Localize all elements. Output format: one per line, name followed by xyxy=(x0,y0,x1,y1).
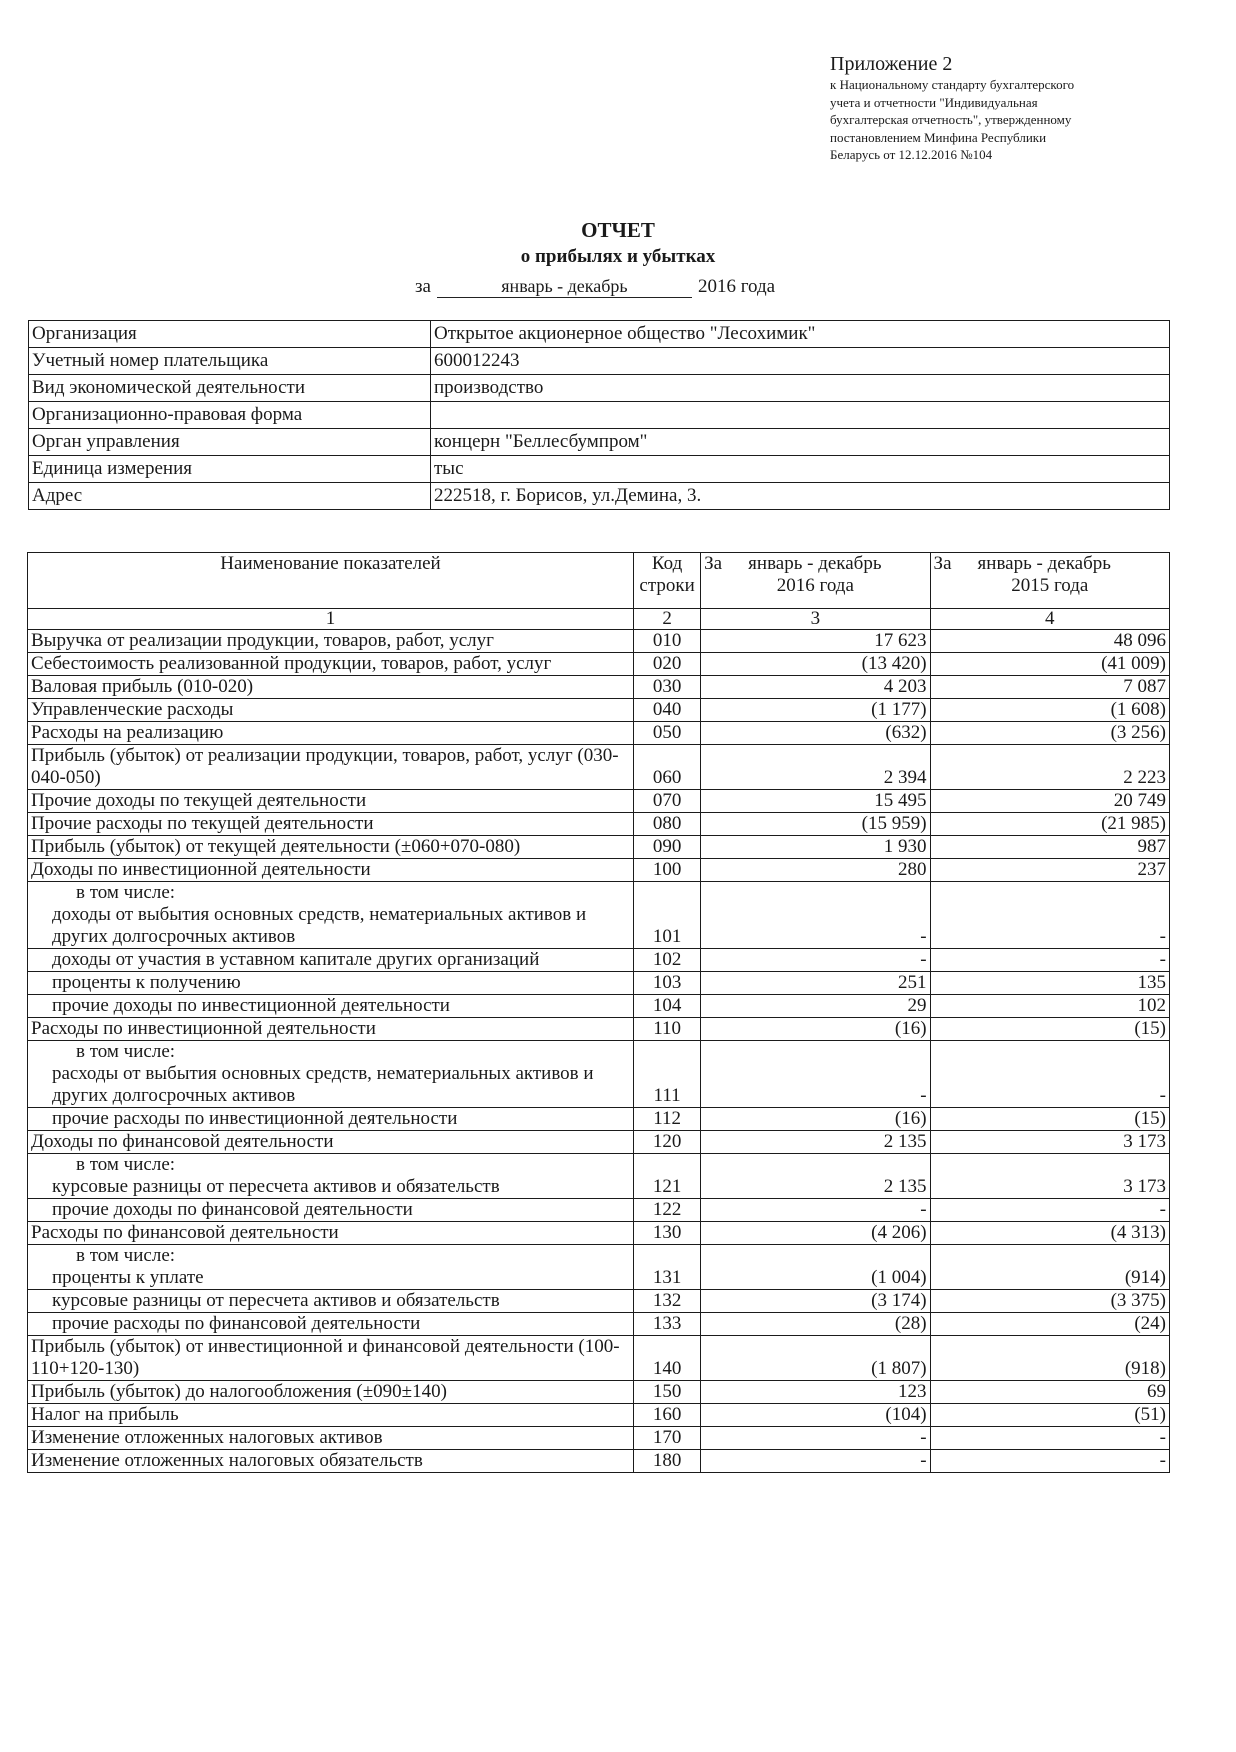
row-code: 130 xyxy=(634,1222,701,1245)
row-code: 132 xyxy=(634,1290,701,1313)
row-name xyxy=(28,745,634,790)
row-code: 050 xyxy=(634,722,701,745)
table-row xyxy=(28,745,1170,790)
row-value-2016: (104) xyxy=(701,1404,930,1427)
row-value-2016: - xyxy=(701,882,930,949)
header-2015-za: За xyxy=(933,553,952,574)
table-row xyxy=(28,859,1170,882)
row-code: 010 xyxy=(634,630,701,653)
header-code-line1: Код xyxy=(651,553,683,574)
table-row xyxy=(28,653,1170,676)
header-code xyxy=(634,553,701,609)
info-row xyxy=(29,456,1170,483)
row-code: 110 xyxy=(634,1018,701,1041)
row-value-2015: 987 xyxy=(930,836,1169,859)
row-name xyxy=(28,1018,634,1041)
row-value-2016: 29 xyxy=(701,995,930,1018)
table-row xyxy=(28,1199,1170,1222)
row-label: курсовые разницы от пересчета активов и обязательств xyxy=(52,1290,500,1311)
row-code: 160 xyxy=(634,1404,701,1427)
table-row xyxy=(28,1290,1170,1313)
row-value-2015: 237 xyxy=(930,859,1169,882)
row-value-2016: 251 xyxy=(701,972,930,995)
row-name xyxy=(28,1199,634,1222)
row-label: доходы от участия в уставном капитале других организаций xyxy=(52,949,540,970)
row-label: Прибыль (убыток) до налогообложения (±090±140) xyxy=(31,1381,447,1402)
row-value-2016: (16) xyxy=(701,1018,930,1041)
row-value-2016: (28) xyxy=(701,1313,930,1336)
table-row xyxy=(28,995,1170,1018)
row-code: 090 xyxy=(634,836,701,859)
row-code: 070 xyxy=(634,790,701,813)
table-row xyxy=(28,1154,1170,1199)
report-title: ОТЧЕТ xyxy=(581,218,655,242)
row-code: 122 xyxy=(634,1199,701,1222)
info-value: концерн "Беллесбумпром" xyxy=(431,429,1170,456)
period-year: 2016 года xyxy=(697,276,776,297)
info-row xyxy=(29,375,1170,402)
row-code: 101 xyxy=(634,882,701,949)
report-period xyxy=(415,276,775,298)
row-label: Расходы по финансовой деятельности xyxy=(31,1222,339,1243)
column-number: 3 xyxy=(701,609,930,630)
header-2016-year: 2016 года xyxy=(776,575,854,596)
header-2016 xyxy=(701,553,930,609)
row-label: Изменение отложенных налоговых обязательств xyxy=(31,1450,423,1471)
period-prefix: за xyxy=(415,276,431,297)
row-label: Управленческие расходы xyxy=(31,699,234,720)
info-value: 222518, г. Борисов, ул.Демина, 3. xyxy=(431,483,1170,510)
row-prefix: в том числе: xyxy=(76,1245,176,1266)
row-name xyxy=(28,1290,634,1313)
row-code: 104 xyxy=(634,995,701,1018)
row-label: Расходы по инвестиционной деятельности xyxy=(31,1018,376,1039)
row-value-2016: 2 135 xyxy=(701,1154,930,1199)
row-name xyxy=(28,1154,634,1199)
info-value: Открытое акционерное общество "Лесохимик" xyxy=(431,321,1170,348)
row-code: 150 xyxy=(634,1381,701,1404)
row-value-2015: 7 087 xyxy=(930,676,1169,699)
row-code: 040 xyxy=(634,699,701,722)
info-row xyxy=(29,429,1170,456)
row-code: 140 xyxy=(634,1336,701,1381)
appendix-line: Беларусь от 12.12.2016 №104 xyxy=(830,147,993,162)
info-row xyxy=(29,348,1170,375)
table-row xyxy=(28,1222,1170,1245)
row-value-2016: - xyxy=(701,949,930,972)
row-code: 111 xyxy=(634,1041,701,1108)
row-value-2016: 1 930 xyxy=(701,836,930,859)
row-label: Прибыль (убыток) от инвестиционной и финансовой деятельности (100-110+120-130) xyxy=(31,1336,620,1379)
row-label: прочие доходы по инвестиционной деятельности xyxy=(52,995,450,1016)
row-value-2016: 280 xyxy=(701,859,930,882)
row-name xyxy=(28,699,634,722)
row-prefix: в том числе: xyxy=(76,882,176,903)
row-value-2015: 48 096 xyxy=(930,630,1169,653)
column-number: 1 xyxy=(28,609,634,630)
row-code: 120 xyxy=(634,1131,701,1154)
header-code-line2: строки xyxy=(639,575,695,596)
row-label: Доходы по инвестиционной деятельности xyxy=(31,859,371,880)
table-row xyxy=(28,1450,1170,1473)
row-value-2016: 2 394 xyxy=(701,745,930,790)
row-code: 180 xyxy=(634,1450,701,1473)
row-value-2016: (3 174) xyxy=(701,1290,930,1313)
row-label: Налог на прибыль xyxy=(31,1404,179,1425)
row-value-2015: - xyxy=(930,1041,1169,1108)
table-row xyxy=(28,1018,1170,1041)
row-name xyxy=(28,1427,634,1450)
table-row xyxy=(28,722,1170,745)
info-label: Орган управления xyxy=(29,429,431,456)
row-code: 133 xyxy=(634,1313,701,1336)
row-value-2015: 3 173 xyxy=(930,1131,1169,1154)
row-code: 100 xyxy=(634,859,701,882)
period-range: январь - декабрь xyxy=(437,276,692,298)
row-value-2016: 2 135 xyxy=(701,1131,930,1154)
row-name xyxy=(28,1222,634,1245)
row-name xyxy=(28,949,634,972)
row-value-2015: (51) xyxy=(930,1404,1169,1427)
appendix-note xyxy=(830,52,1170,164)
row-value-2015: (918) xyxy=(930,1336,1169,1381)
row-value-2016: (16) xyxy=(701,1108,930,1131)
row-value-2015: (15) xyxy=(930,1108,1169,1131)
row-label: Прибыль (убыток) от текущей деятельности (±060+070-080) xyxy=(31,836,521,857)
appendix-line: к Национальному стандарту бухгалтерского xyxy=(830,77,1075,92)
row-name xyxy=(28,1131,634,1154)
row-label: расходы от выбытия основных средств, нематериальных активов и других долгосрочных активов xyxy=(52,1063,594,1106)
row-name xyxy=(28,790,634,813)
row-value-2015: 2 223 xyxy=(930,745,1169,790)
row-label: Валовая прибыль (010-020) xyxy=(31,676,254,697)
header-2015 xyxy=(930,553,1169,609)
header-2015-year: 2015 года xyxy=(1011,575,1089,596)
row-name xyxy=(28,836,634,859)
row-value-2016: (15 959) xyxy=(701,813,930,836)
row-name xyxy=(28,859,634,882)
header-name: Наименование показателей xyxy=(28,553,634,609)
column-numbers-row xyxy=(28,609,1170,630)
row-name xyxy=(28,1381,634,1404)
row-label: прочие доходы по финансовой деятельности xyxy=(52,1199,413,1220)
row-name xyxy=(28,1245,634,1290)
appendix-line: постановлением Минфина Республики xyxy=(830,129,1047,145)
row-value-2016: (1 177) xyxy=(701,699,930,722)
table-row xyxy=(28,1427,1170,1450)
row-name xyxy=(28,630,634,653)
info-label: Организация xyxy=(29,321,431,348)
row-value-2015: 102 xyxy=(930,995,1169,1018)
row-label: проценты к получению xyxy=(52,972,241,993)
table-row xyxy=(28,676,1170,699)
row-value-2015: 3 173 xyxy=(930,1154,1169,1199)
row-value-2015: (3 256) xyxy=(930,722,1169,745)
row-name xyxy=(28,1108,634,1131)
row-code: 020 xyxy=(634,653,701,676)
row-name xyxy=(28,1336,634,1381)
row-value-2015: - xyxy=(930,882,1169,949)
row-prefix: в том числе: xyxy=(76,1041,176,1062)
row-name xyxy=(28,1041,634,1108)
info-label: Учетный номер плательщика xyxy=(29,348,431,375)
row-code: 103 xyxy=(634,972,701,995)
row-value-2015: (4 313) xyxy=(930,1222,1169,1245)
row-value-2016: (13 420) xyxy=(701,653,930,676)
table-row xyxy=(28,1131,1170,1154)
row-value-2015: (15) xyxy=(930,1018,1169,1041)
row-code: 121 xyxy=(634,1154,701,1199)
row-value-2015: (1 608) xyxy=(930,699,1169,722)
row-value-2015: 69 xyxy=(930,1381,1169,1404)
row-value-2015: 20 749 xyxy=(930,790,1169,813)
row-value-2015: 135 xyxy=(930,972,1169,995)
row-label: проценты к уплате xyxy=(52,1267,204,1288)
table-row xyxy=(28,1245,1170,1290)
row-value-2015: - xyxy=(930,949,1169,972)
row-value-2016: 15 495 xyxy=(701,790,930,813)
row-value-2016: - xyxy=(701,1427,930,1450)
info-label: Организационно-правовая форма xyxy=(29,402,431,429)
row-value-2015: (914) xyxy=(930,1245,1169,1290)
appendix-line: бухгалтерская отчетность", утвержденному xyxy=(830,112,1072,127)
header-2016-za: За xyxy=(704,553,723,574)
row-label: Себестоимость реализованной продукции, товаров, работ, услуг xyxy=(31,653,552,674)
row-label: Прочие расходы по текущей деятельности xyxy=(31,813,374,834)
table-header-row xyxy=(28,553,1170,609)
row-code: 131 xyxy=(634,1245,701,1290)
row-value-2016: (632) xyxy=(701,722,930,745)
row-value-2016: 17 623 xyxy=(701,630,930,653)
row-label: Доходы по финансовой деятельности xyxy=(31,1131,334,1152)
table-row xyxy=(28,1381,1170,1404)
row-value-2016: (1 807) xyxy=(701,1336,930,1381)
row-value-2016: - xyxy=(701,1450,930,1473)
row-label: Расходы на реализацию xyxy=(31,722,224,743)
row-name xyxy=(28,813,634,836)
row-value-2015: - xyxy=(930,1427,1169,1450)
row-value-2016: - xyxy=(701,1199,930,1222)
appendix-line: учета и отчетности "Индивидуальная xyxy=(830,94,1038,110)
row-value-2016: - xyxy=(701,1041,930,1108)
table-row xyxy=(28,882,1170,949)
info-value xyxy=(431,402,1170,429)
info-row xyxy=(29,321,1170,348)
row-label: Прибыль (убыток) от реализации продукции, товаров, работ, услуг (030-040-050) xyxy=(31,745,619,788)
row-name xyxy=(28,722,634,745)
appendix-lines xyxy=(830,76,1170,164)
info-value: 600012243 xyxy=(431,348,1170,375)
row-value-2015: - xyxy=(930,1450,1169,1473)
row-label: курсовые разницы от пересчета активов и обязательств xyxy=(52,1176,500,1197)
info-label: Адрес xyxy=(29,483,431,510)
report-subtitle: о прибылях и убытках xyxy=(520,246,716,267)
row-prefix: в том числе: xyxy=(76,1154,176,1175)
row-code: 102 xyxy=(634,949,701,972)
row-value-2016: (4 206) xyxy=(701,1222,930,1245)
row-code: 080 xyxy=(634,813,701,836)
table-row xyxy=(28,1336,1170,1381)
info-row xyxy=(29,402,1170,429)
row-name xyxy=(28,995,634,1018)
table-row xyxy=(28,1108,1170,1131)
table-row xyxy=(28,699,1170,722)
row-name xyxy=(28,676,634,699)
table-row xyxy=(28,1313,1170,1336)
table-row xyxy=(28,813,1170,836)
info-row xyxy=(29,483,1170,510)
column-number: 2 xyxy=(634,609,701,630)
row-code: 170 xyxy=(634,1427,701,1450)
row-name xyxy=(28,1450,634,1473)
column-number: 4 xyxy=(930,609,1169,630)
info-value: производство xyxy=(431,375,1170,402)
table-row xyxy=(28,1041,1170,1108)
table-row xyxy=(28,630,1170,653)
info-value: тыс xyxy=(431,456,1170,483)
row-label: Изменение отложенных налоговых активов xyxy=(31,1427,383,1448)
header-2015-period: январь - декабрь xyxy=(977,553,1111,574)
row-name xyxy=(28,882,634,949)
appendix-title: Приложение 2 xyxy=(830,53,953,75)
row-label: доходы от выбытия основных средств, нематериальных активов и других долгосрочных активов xyxy=(52,904,587,947)
table-row xyxy=(28,836,1170,859)
row-name xyxy=(28,653,634,676)
row-value-2015: (41 009) xyxy=(930,653,1169,676)
row-label: прочие расходы по финансовой деятельности xyxy=(52,1313,421,1334)
header-2016-period: январь - декабрь xyxy=(748,553,882,574)
row-code: 112 xyxy=(634,1108,701,1131)
row-name xyxy=(28,1313,634,1336)
row-value-2016: (1 004) xyxy=(701,1245,930,1290)
row-value-2016: 4 203 xyxy=(701,676,930,699)
info-label: Единица измерения xyxy=(29,456,431,483)
row-value-2015: - xyxy=(930,1199,1169,1222)
profit-loss-table xyxy=(27,552,1170,1473)
table-row xyxy=(28,949,1170,972)
row-label: прочие расходы по инвестиционной деятельности xyxy=(52,1108,458,1129)
info-label: Вид экономической деятельности xyxy=(29,375,431,402)
row-value-2015: (21 985) xyxy=(930,813,1169,836)
table-row xyxy=(28,1404,1170,1427)
row-label: Прочие доходы по текущей деятельности xyxy=(31,790,367,811)
row-value-2016: 123 xyxy=(701,1381,930,1404)
table-row xyxy=(28,790,1170,813)
row-label: Выручка от реализации продукции, товаров, работ, услуг xyxy=(31,630,494,651)
row-name xyxy=(28,1404,634,1427)
organization-info-table xyxy=(28,320,1170,510)
row-value-2015: (3 375) xyxy=(930,1290,1169,1313)
row-code: 030 xyxy=(634,676,701,699)
row-code: 060 xyxy=(634,745,701,790)
row-value-2015: (24) xyxy=(930,1313,1169,1336)
row-name xyxy=(28,972,634,995)
table-row xyxy=(28,972,1170,995)
